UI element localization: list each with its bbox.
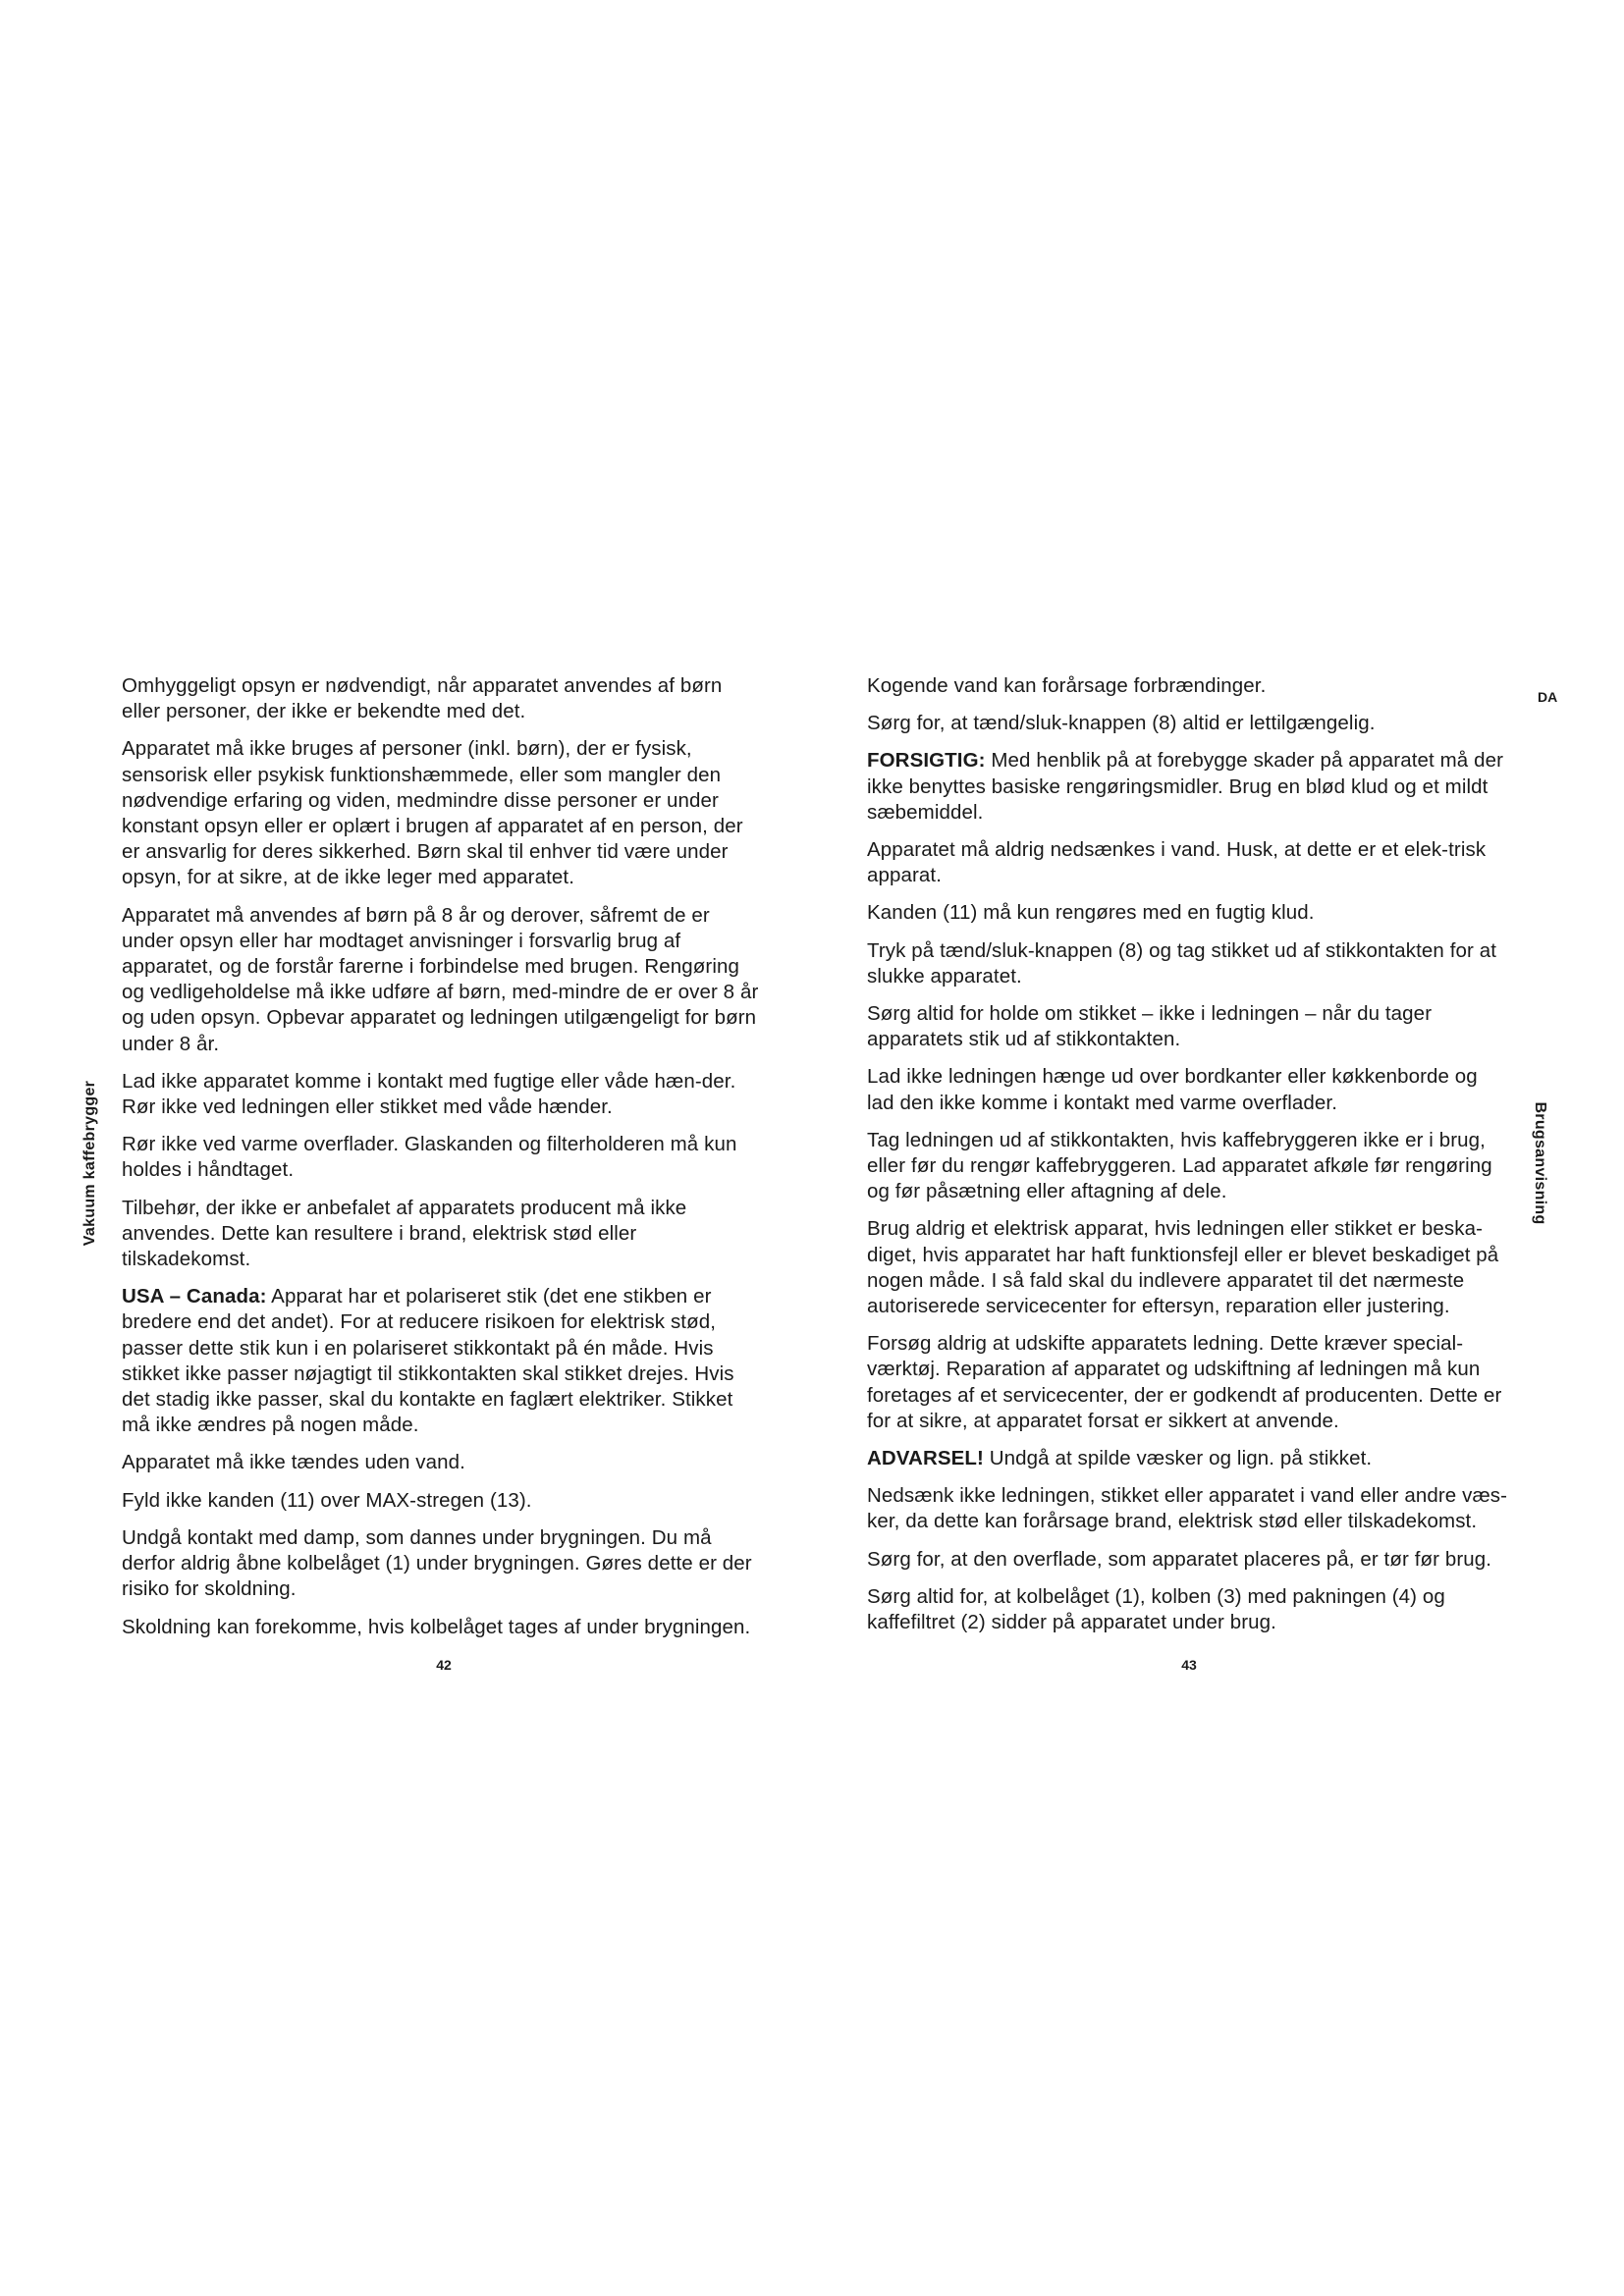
paragraph: Rør ikke ved varme overflader. Glaskanden og filterholderen må kun holdes i håndtaget.	[122, 1133, 737, 1182]
paragraph: Kogende vand kan forårsage forbrændinger.	[867, 674, 1267, 697]
warning-text: Undgå at spilde væsker og lign. på stikket.	[983, 1447, 1373, 1470]
paragraph: Apparatet må ikke tændes uden vand.	[122, 1451, 465, 1474]
paragraph: Fyld ikke kanden (11) over MAX-stregen (13).	[122, 1488, 532, 1512]
paragraph: Sørg for, at den overflade, som apparatet placeres på, er tør før brug.	[867, 1547, 1492, 1571]
left-page-column	[122, 673, 765, 1652]
paragraph: Brug aldrig et elektrisk apparat, hvis ledningen eller stikket er beska-diget, hvis apparatet har haft funktionsfejl eller er blevet beskadiget på nogen måde. I så fald skal du indlevere apparatet til det nærmeste autoriserede servicecenter for eftersyn, reparation eller justering.	[867, 1217, 1499, 1318]
paragraph: Sørg for, at tænd/sluk-knappen (8) altid er lettilgængelig.	[867, 712, 1376, 735]
paragraph: Undgå kontakt med damp, som dannes under brygningen. Du må derfor aldrig åbne kolbelåget (1) under brygningen. Gøres dette er der risiko for skoldning.	[122, 1525, 752, 1601]
paragraph-warning	[867, 1446, 1510, 1471]
paragraph: Apparatet må ikke bruges af personer (inkl. børn), der er fysisk, sensorisk eller psykisk funktionshæmmede, eller som mangler den nødvendige erfaring og viden, medmindre disse personer er under konstant opsyn eller er oplært i brugen af apparatet af en person, der er ansvarlig for deres sikkerhed. Børn skal til enhver tid være under opsyn, for at sikre, at de ikke leger med apparatet.	[122, 737, 743, 889]
caution-text: Med henblik på at forebygge skader på apparatet må der ikke benyttes basiske rengøringsmidler. Brug en blød klud og et mildt sæbemiddel.	[867, 749, 1504, 824]
paragraph: Tilbehør, der ikke er anbefalet af apparatets producent må ikke anvendes. Dette kan resultere i brand, elektrisk stød eller tilskadekomst.	[122, 1196, 687, 1271]
right-page-column	[867, 673, 1510, 1647]
page-number-left: 42	[436, 1657, 452, 1673]
page-number-right: 43	[1181, 1657, 1197, 1673]
paragraph: Skoldning kan forekomme, hvis kolbelåget tages af under brygningen.	[122, 1615, 751, 1638]
paragraph: Apparatet må aldrig nedsænkes i vand. Husk, at dette er et elek-trisk apparat.	[867, 838, 1487, 887]
paragraph: Tag ledningen ud af stikkontakten, hvis kaffebryggeren ikke er i brug, eller før du rengør kaffebryggeren. Lad apparatet afkøle før rengøring og før påsætning eller aftagning af dele.	[867, 1128, 1492, 1203]
language-tag: DA	[1538, 689, 1558, 705]
side-label-manual: Brugsanvisning	[1532, 1101, 1548, 1225]
paragraph: Sørg altid for holde om stikket – ikke i ledningen – når du tager apparatets stik ud af stikkontakten.	[867, 1002, 1433, 1051]
paragraph: Kanden (11) må kun rengøres med en fugtig klud.	[867, 901, 1315, 925]
paragraph: Nedsænk ikke ledningen, stikket eller apparatet i vand eller andre væs-ker, da dette kan forårsage brand, elektrisk stød eller tilskadekomst.	[867, 1484, 1508, 1533]
paragraph-caution	[867, 748, 1510, 826]
paragraph: Tryk på tænd/sluk-knappen (8) og tag stikket ud af stikkontakten for at slukke apparatet.	[867, 938, 1497, 988]
paragraph: Sørg altid for, at kolbelåget (1), kolben (3) med pakningen (4) og kaffefiltret (2) sidder på apparatet under brug.	[867, 1584, 1445, 1634]
paragraph: Lad ikke apparatet komme i kontakt med fugtige eller våde hæn-der. Rør ikke ved ledningen eller stikket med våde hænder.	[122, 1069, 736, 1119]
usa-canada-text: Apparat har et polariseret stik (det ene stikben er bredere end det andet). For at reducere risikoen for elektrisk stød, passer dette stik kun i en polariseret stikkontakt på én måde. Hvis stikket ikke passer nøjagtigt til stikkontakten skal stikket drejes. Hvis det stadig ikke passer, skal du kontakte en faglært elektriker. Stikket må ikke ændres på nogen måde.	[122, 1285, 734, 1437]
side-label-product: Vakuum kaffebrygger	[81, 1080, 98, 1247]
caution-label: FORSIGTIG:	[867, 749, 986, 773]
paragraph: Lad ikke ledningen hænge ud over bordkanter eller køkkenborde og lad den ikke komme i kontakt med varme overflader.	[867, 1065, 1478, 1114]
paragraph: Apparatet må anvendes af børn på 8 år og derover, såfremt de er under opsyn eller har modtaget anvisninger i forsvarlig brug af apparatet, og de forstår farerne i forbindelse med brugen. Rengøring og vedligeholdelse må ikke udføre af børn, med-mindre de er over 8 år og uden opsyn. Opbevar apparatet og ledningen utilgængeligt for børn under 8 år.	[122, 903, 759, 1055]
paragraph: Forsøg aldrig at udskifte apparatets ledning. Dette kræver special-værktøj. Reparation af apparatet og udskiftning af ledningen må kun foretages af et servicecenter, der er godkendt af producenten. Dette er for at sikre, at apparatet forsat er sikkert at anvende.	[867, 1332, 1502, 1432]
paragraph: Omhyggeligt opsyn er nødvendigt, når apparatet anvendes af børn eller personer, der ikke er bekendte med det.	[122, 674, 723, 723]
warning-label: ADVARSEL!	[867, 1447, 984, 1470]
paragraph-usa-canada	[122, 1284, 765, 1438]
usa-canada-label: USA – Canada:	[122, 1285, 267, 1308]
